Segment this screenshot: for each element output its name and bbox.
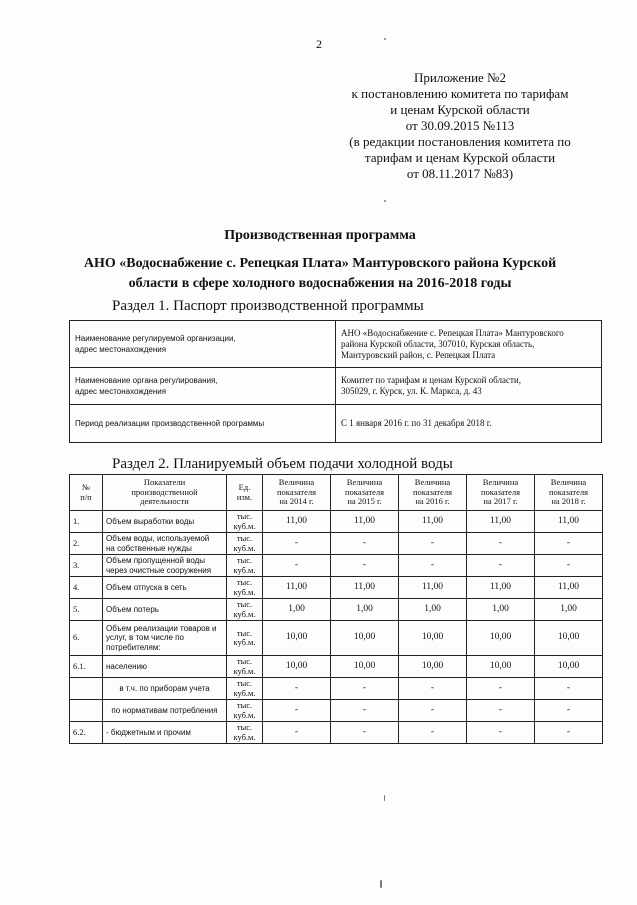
header-text: Величина [482, 477, 519, 488]
header-text: показателя [412, 486, 453, 497]
row-value: 11,00 [263, 577, 331, 599]
row-value: - [263, 678, 331, 700]
row-value: - [535, 700, 603, 722]
header-text: производственной [131, 486, 198, 497]
passport-label [70, 368, 336, 405]
row-value: - [535, 678, 603, 700]
row-unit-line: тыс. [236, 678, 253, 688]
row-indicator [103, 678, 227, 700]
row-value: 10,00 [263, 621, 331, 656]
header-year-2018 [535, 475, 603, 511]
row-unit-line: тыс. [236, 656, 253, 666]
row-value: 11,00 [467, 511, 535, 533]
passport-value-line: 305029, г. Курск, ул. К. Маркса, д. 43 [341, 386, 482, 396]
header-text: показателя [344, 486, 385, 497]
row-value: 11,00 [467, 577, 535, 599]
header-text: № [81, 482, 91, 492]
row-indicator-line: Объем реализации товаров и [106, 623, 217, 633]
page-number: 2 [316, 37, 322, 51]
row-value: - [331, 678, 399, 700]
header-text: Показатели [143, 477, 186, 488]
passport-value-line: Комитет по тарифам и ценам Курской области, [341, 375, 521, 385]
row-value: 11,00 [331, 577, 399, 599]
row-value: 1,00 [263, 599, 331, 621]
passport-value [336, 368, 602, 405]
row-value: - [399, 722, 467, 744]
passport-value-line: АНО «Водоснабжение с. Репецкая Плата» Мантуровского [341, 327, 564, 338]
header-indicator [103, 475, 227, 511]
row-indicator-line: потребителям: [106, 642, 161, 652]
row-value: 11,00 [535, 577, 603, 599]
header-text: на 2016 г. [415, 496, 450, 507]
row-number: 5. [70, 599, 103, 621]
header-text: на 2017 г. [483, 496, 518, 507]
table-header-row [70, 475, 603, 511]
row-unit [227, 533, 263, 555]
row-unit [227, 577, 263, 599]
row-unit-line: куб.м. [233, 542, 256, 553]
row-value: 1,00 [535, 599, 603, 621]
passport-row [70, 368, 602, 405]
row-value: - [467, 678, 535, 700]
row-value: - [467, 700, 535, 722]
row-value: - [399, 678, 467, 700]
row-unit-line: куб.м. [233, 564, 256, 575]
row-unit-line: куб.м. [233, 520, 256, 531]
program-title: Производственная программа [224, 228, 416, 243]
row-indicator-line: Объем воды, используемой [106, 534, 210, 543]
header-text: Величина [414, 477, 451, 488]
row-indicator [103, 599, 227, 621]
row-unit-line: куб.м. [233, 665, 256, 676]
row-value: - [535, 555, 603, 577]
scan-speck [384, 795, 385, 801]
passport-table [69, 320, 602, 443]
row-value: 10,00 [399, 656, 467, 678]
row-unit-line: тыс. [236, 577, 253, 587]
row-unit [227, 678, 263, 700]
row-indicator [103, 511, 227, 533]
row-indicator [103, 656, 227, 678]
row-unit-line: тыс. [236, 533, 253, 543]
row-value: - [399, 533, 467, 555]
header-text: п/п [80, 491, 92, 502]
passport-label-line: Наименование органа регулирования, [75, 376, 218, 385]
table-row [70, 678, 603, 700]
header-year-2016 [399, 475, 467, 511]
row-unit [227, 511, 263, 533]
row-value: - [331, 700, 399, 722]
row-value: 10,00 [331, 621, 399, 656]
row-value: 1,00 [399, 599, 467, 621]
row-value: 1,00 [331, 599, 399, 621]
header-text: Величина [550, 477, 587, 488]
passport-value-line: С 1 января 2016 г. по 31 декабря 2018 г. [341, 418, 492, 428]
row-value: - [467, 555, 535, 577]
row-unit [227, 555, 263, 577]
scan-speck [384, 200, 386, 202]
row-unit [227, 621, 263, 656]
row-value: 11,00 [263, 511, 331, 533]
row-unit [227, 599, 263, 621]
row-indicator-line: Объем пропущенной воды [106, 556, 206, 565]
row-unit-line: куб.м. [233, 608, 256, 619]
passport-label-line: Наименование регулируемой организации, [75, 334, 236, 343]
row-unit-line: тыс. [236, 599, 253, 609]
row-indicator [103, 621, 227, 656]
row-unit-line: тыс. [236, 700, 253, 710]
row-indicator-line: населению [106, 661, 148, 671]
header-num [70, 475, 103, 511]
row-indicator-line: в т.ч. по приборам учета [119, 683, 210, 693]
row-indicator [103, 722, 227, 744]
row-unit-line: куб.м. [233, 586, 256, 597]
row-number: 6.1. [70, 656, 103, 678]
row-indicator-line: - бюджетным и прочим [106, 727, 191, 737]
row-indicator [103, 577, 227, 599]
section1-heading: Раздел 1. Паспорт производственной программы [112, 298, 424, 314]
row-number: 3. [70, 555, 103, 577]
row-unit [227, 722, 263, 744]
row-indicator-line: Объем потерь [106, 604, 159, 614]
row-unit-line: куб.м. [233, 731, 256, 742]
row-value: - [331, 722, 399, 744]
passport-label-line: адрес местонахождения [75, 387, 167, 396]
row-value: 11,00 [535, 511, 603, 533]
row-number [70, 700, 103, 722]
appendix-line: Приложение №2 [414, 70, 506, 85]
appendix-note [330, 70, 590, 182]
passport-label [70, 321, 336, 368]
passport-value [336, 321, 602, 368]
row-indicator-line: через очистные сооружения [106, 565, 212, 575]
row-value: 10,00 [535, 621, 603, 656]
passport-row [70, 405, 602, 443]
row-value: 10,00 [467, 656, 535, 678]
row-number: 4. [70, 577, 103, 599]
row-value: 10,00 [331, 656, 399, 678]
row-unit-line: куб.м. [233, 709, 256, 720]
row-value: - [535, 722, 603, 744]
row-value: 1,00 [467, 599, 535, 621]
scan-speck [380, 880, 382, 888]
table-row [70, 577, 603, 599]
row-unit-line: тыс. [236, 511, 253, 521]
appendix-line: (в редакции постановления комитета по [349, 134, 571, 149]
section2-heading: Раздел 2. Планируемый объем подачи холодной воды [112, 456, 453, 472]
row-value: 11,00 [399, 511, 467, 533]
row-value: - [263, 533, 331, 555]
passport-value [336, 405, 602, 443]
header-year-2017 [467, 475, 535, 511]
row-indicator-line: по нормативам потребления [111, 705, 218, 715]
passport-value-line: Мантуровский район, с. Репецкая Плата [341, 349, 496, 360]
row-value: - [399, 555, 467, 577]
row-value: - [263, 722, 331, 744]
water-volume-table [69, 474, 603, 744]
passport-label-line: Период реализации производственной программы [75, 419, 265, 428]
header-year-2015 [331, 475, 399, 511]
header-text: деятельности [140, 496, 189, 507]
appendix-line: от 30.09.2015 №113 [405, 118, 515, 133]
appendix-line: и ценам Курской области [390, 102, 530, 117]
row-unit-line: куб.м. [233, 637, 256, 647]
row-number: 2. [70, 533, 103, 555]
row-unit-line: куб.м. [233, 687, 256, 698]
header-unit [227, 475, 263, 511]
appendix-line: тарифам и ценам Курской области [364, 150, 556, 165]
row-indicator-line: услуг, в том числе по [106, 633, 184, 643]
header-text: на 2014 г. [279, 496, 314, 507]
scan-speck [384, 38, 386, 40]
header-text: показателя [548, 486, 589, 497]
header-text: на 2015 г. [347, 496, 382, 507]
row-value: - [331, 533, 399, 555]
row-indicator-line: на собственные нужды [106, 543, 192, 553]
row-number: 6. [70, 621, 103, 656]
row-value: - [535, 533, 603, 555]
row-indicator-line: Объем выработки воды [106, 516, 195, 526]
row-number: 6.2. [70, 722, 103, 744]
row-value: 11,00 [331, 511, 399, 533]
table-row [70, 511, 603, 533]
passport-label-line: адрес местонахождения [75, 345, 167, 354]
row-indicator [103, 555, 227, 577]
row-number: 1. [70, 511, 103, 533]
row-number [70, 678, 103, 700]
table-row [70, 656, 603, 678]
header-text: показателя [276, 486, 317, 497]
row-unit-line: тыс. [236, 627, 253, 638]
appendix-line: к постановлению комитета по тарифам [351, 86, 569, 101]
table-row [70, 555, 603, 577]
row-unit [227, 656, 263, 678]
header-year-2014 [263, 475, 331, 511]
row-value: - [467, 533, 535, 555]
row-value: 10,00 [535, 656, 603, 678]
row-value: 10,00 [399, 621, 467, 656]
header-text: Величина [278, 477, 315, 488]
row-indicator [103, 533, 227, 555]
row-value: 10,00 [467, 621, 535, 656]
program-subtitle-line: области в сфере холодного водоснабжения на 2016-2018 годы [128, 276, 512, 291]
row-value: 10,00 [263, 656, 331, 678]
header-text: показателя [480, 486, 521, 497]
header-text: Ед. [238, 482, 251, 492]
row-unit [227, 700, 263, 722]
row-value: - [263, 700, 331, 722]
row-value: - [263, 555, 331, 577]
program-subtitle-line: АНО «Водоснабжение с. Репецкая Плата» Мантуровского района Курской [83, 256, 557, 271]
table-row [70, 722, 603, 744]
row-unit-line: тыс. [236, 555, 253, 565]
row-indicator [103, 700, 227, 722]
header-text: на 2018 г. [551, 496, 586, 507]
table-row [70, 700, 603, 722]
table-row [70, 621, 603, 656]
passport-value-line: района Курской области, 307010, Курская область, [341, 338, 535, 349]
row-value: - [331, 555, 399, 577]
row-value: - [399, 700, 467, 722]
table-row [70, 533, 603, 555]
table-row [70, 599, 603, 621]
row-value: 11,00 [399, 577, 467, 599]
passport-row [70, 321, 602, 368]
header-text: Величина [346, 477, 383, 488]
row-unit-line: тыс. [236, 722, 253, 732]
program-subtitle [40, 254, 600, 294]
header-text: изм. [236, 491, 253, 502]
row-indicator-line: Объем отпуска в сеть [106, 582, 187, 592]
row-value: - [467, 722, 535, 744]
passport-label [70, 405, 336, 443]
appendix-line: от 08.11.2017 №83) [406, 166, 514, 181]
